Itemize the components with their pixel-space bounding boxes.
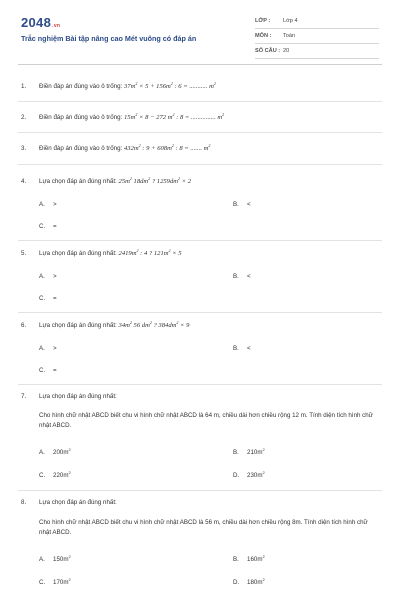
info-value: Toán: [283, 33, 296, 39]
question-prompt: Lựa chọn đáp án đúng nhất:: [39, 499, 117, 506]
question-text: [39, 144, 210, 154]
question-text: [39, 113, 224, 123]
question-text: [39, 177, 191, 187]
question-text: [39, 249, 182, 259]
question-divider: [18, 490, 382, 491]
question-divider: [18, 312, 382, 313]
question-divider: [18, 101, 382, 102]
question-paragraph: Cho hình chữ nhật ABCD biết chu vi hình chữ nhật ABCD là 56 m, chiều dài hơn chiều rộng 8m. Tính diện tích hình chữ nhật ABCD.: [39, 519, 368, 536]
answer-option-b[interactable]: B. <: [233, 345, 251, 352]
question-prompt: Lựa chọn đáp án đúng nhất:: [39, 322, 117, 329]
question-number: 2.: [21, 114, 27, 121]
answer-option-a[interactable]: A. $200m^2$: [39, 446, 71, 456]
logo-main: 2048: [21, 15, 52, 30]
question-prompt: Điền đáp án đúng vào ô trống:: [39, 83, 123, 90]
info-label: SỐ CÂU :: [255, 48, 281, 54]
answer-option-a[interactable]: A. >: [39, 273, 57, 280]
question-expression: $2419m^2$ : 4 ? $121m^2 \times 5$: [118, 247, 182, 257]
info-value: 20: [283, 48, 290, 54]
question-prompt: Điền đáp án đúng vào ô trống:: [39, 145, 123, 152]
info-row-class: [255, 14, 379, 29]
question-prompt: Lựa chọn đáp án đúng nhất:: [39, 178, 117, 185]
question-number: 4.: [21, 178, 27, 185]
question-number: 6.: [21, 322, 27, 329]
answer-option-c[interactable]: C. =: [39, 295, 57, 302]
info-row-subject: [255, 29, 379, 44]
answer-option-b[interactable]: B. $160m^2$: [233, 553, 265, 563]
logo-tld: .vn: [52, 23, 61, 29]
question-number: 1.: [21, 83, 27, 90]
question-expression: $432m^2$ : $9 + 608m^2$ : 8 = ....... $m^2$: [124, 142, 211, 152]
answer-option-c[interactable]: C. =: [39, 367, 57, 374]
info-value: Lớp 4: [283, 18, 298, 24]
header-divider: [18, 64, 382, 65]
question-text: [39, 321, 189, 331]
answer-option-d[interactable]: D. $180m^2$: [233, 576, 265, 586]
answer-option-c[interactable]: C. $220m^2$: [39, 469, 71, 479]
answer-option-a[interactable]: A. $150m^2$: [39, 553, 71, 563]
question-prompt: Lựa chọn đáp án đúng nhất:: [39, 250, 117, 257]
answer-option-a[interactable]: A. >: [39, 345, 57, 352]
question-divider: [18, 240, 382, 241]
question-divider: [18, 164, 382, 165]
answer-option-c[interactable]: C. =: [39, 223, 57, 230]
answer-option-b[interactable]: B. $210m^2$: [233, 446, 265, 456]
answer-option-b[interactable]: B. <: [233, 273, 251, 280]
question-divider: [18, 132, 382, 133]
site-logo[interactable]: [21, 15, 60, 30]
question-text: [39, 82, 216, 92]
info-label: MÔN :: [255, 33, 272, 39]
question-number: 8.: [21, 499, 27, 506]
answer-option-a[interactable]: A. >: [39, 201, 57, 208]
question-expression: $34m^2$ 56 $dm^2$ ? $384dm^2 \times 9$: [118, 319, 190, 329]
answer-option-c[interactable]: C. $170m^2$: [39, 576, 71, 586]
question-prompt: Lựa chọn đáp án đúng nhất:: [39, 393, 117, 400]
question-number: 3.: [21, 145, 27, 152]
question-expression: $25m^2$ $18dm^2$ ? $1259dm^2 \times 2$: [118, 175, 192, 185]
worksheet-title: Trắc nghiệm Bài tập nâng cao Mét vuông có đáp án: [21, 34, 197, 43]
question-number: 5.: [21, 250, 27, 257]
question-paragraph: Cho hình chữ nhật ABCD biết chu vi hình chữ nhật ABCD là 64 m, chiều dài hơn chiều rộng 12 m. Tính diện tích hình chữ nhật ABCD.: [39, 412, 373, 429]
question-expression: $37m^2 \times 5 + 156m^2$ : 6 = ........... $m^2$: [124, 80, 216, 90]
question-number: 7.: [21, 393, 27, 400]
info-row-count: [255, 44, 379, 59]
question-divider: [18, 384, 382, 385]
info-label: LỚP :: [255, 18, 271, 24]
answer-option-b[interactable]: B. <: [233, 201, 251, 208]
question-prompt: Điền đáp án đúng vào ô trống:: [39, 114, 123, 121]
question-expression: $15m^2 \times 8 - 272$ $m^2$ : 8 = ............... $m^2$: [124, 111, 225, 121]
answer-option-d[interactable]: D. $230m^2$: [233, 469, 265, 479]
